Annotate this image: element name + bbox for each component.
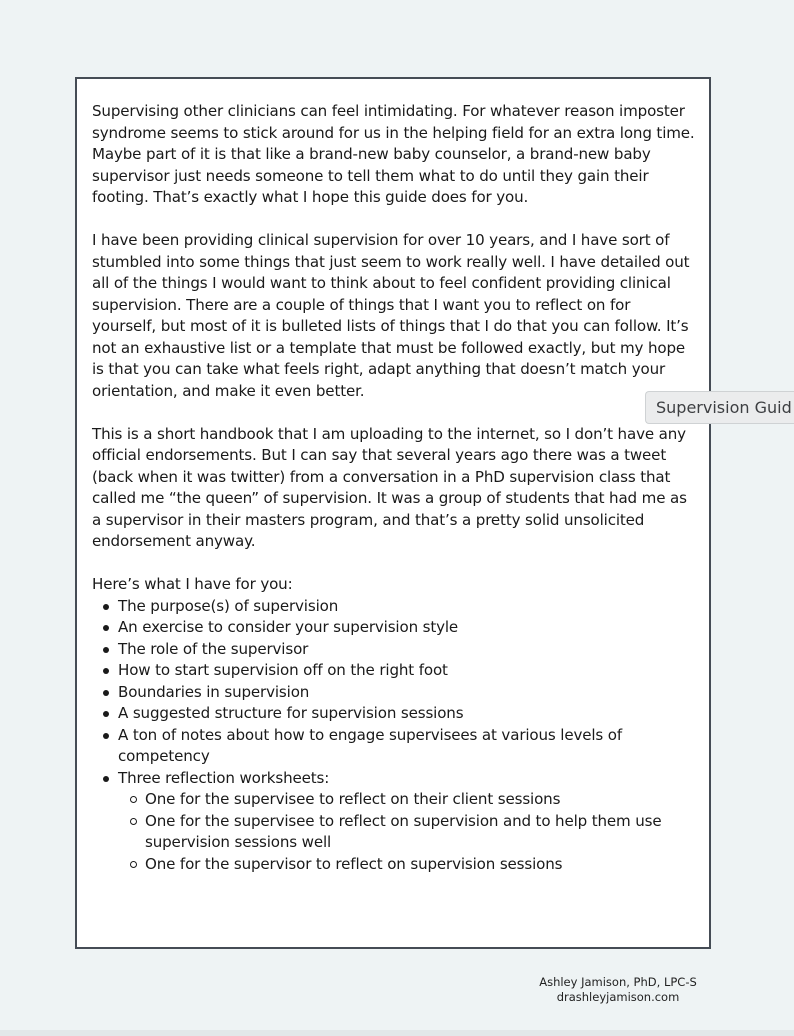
list-item-label: Three reflection worksheets:	[118, 768, 330, 787]
contents-list	[92, 596, 698, 876]
document-page	[75, 77, 711, 949]
sublist-item: One for the supervisee to reflect on their client sessions	[145, 789, 698, 811]
page-footer	[500, 975, 736, 1005]
list-item: How to start supervision off on the right foot	[118, 660, 698, 682]
footer-author: Ashley Jamison, PhD, LPC-S	[539, 975, 697, 989]
experience-paragraph: I have been providing clinical supervision for over 10 years, and I have sort of stumbled into some things that just seem to work really well. I have detailed out all of the things I would want to think about to feel confident providing clinical supervision. There are a couple of things that I want you to reflect on for yourself, but most of it is bulleted lists of things that I do that you can follow. It’s not an exhaustive list or a template that must be followed exactly, but my hope is that you can take what feels right, adapt anything that doesn’t match your orientation, and make it even better.	[92, 231, 690, 400]
worksheets-sublist	[118, 789, 698, 875]
list-item: A ton of notes about how to engage supervisees at various levels of competency	[118, 725, 698, 768]
outline-section-tab[interactable]: Supervision Guid	[645, 391, 794, 424]
list-item: The role of the supervisor	[118, 639, 698, 661]
document-body	[92, 101, 698, 875]
list-item-worksheets	[118, 768, 698, 876]
list-item: An exercise to consider your supervision style	[118, 617, 698, 639]
sublist-item: One for the supervisee to reflect on supervision and to help them use supervision sessions well	[145, 811, 698, 854]
endorsement-paragraph: This is a short handbook that I am uploading to the internet, so I don’t have any official endorsements. But I can say that several years ago there was a tweet (back when it was twitter) from a conversation in a PhD supervision class that called me “the queen” of supervision. It was a group of students that had me as a supervisor in their masters program, and that’s a pretty solid unsolicited endorsement anyway.	[92, 424, 687, 550]
list-item: A suggested structure for supervision sessions	[118, 703, 698, 725]
list-item: The purpose(s) of supervision	[118, 596, 698, 618]
sublist-item: One for the supervisor to reflect on supervision sessions	[145, 854, 698, 876]
list-intro: Here’s what I have for you:	[92, 575, 293, 593]
intro-paragraph: Supervising other clinicians can feel intimidating. For whatever reason imposter syndrome seems to stick around for us in the helping field for an extra long time. Maybe part of it is that like a brand-new baby counselor, a brand-new baby supervisor just needs someone to tell them what to do until they gain their footing. That’s exactly what I hope this guide does for you.	[92, 102, 695, 206]
footer-website: drashleyjamison.com	[556, 990, 680, 1004]
list-item: Boundaries in supervision	[118, 682, 698, 704]
next-page-edge	[0, 1030, 794, 1036]
